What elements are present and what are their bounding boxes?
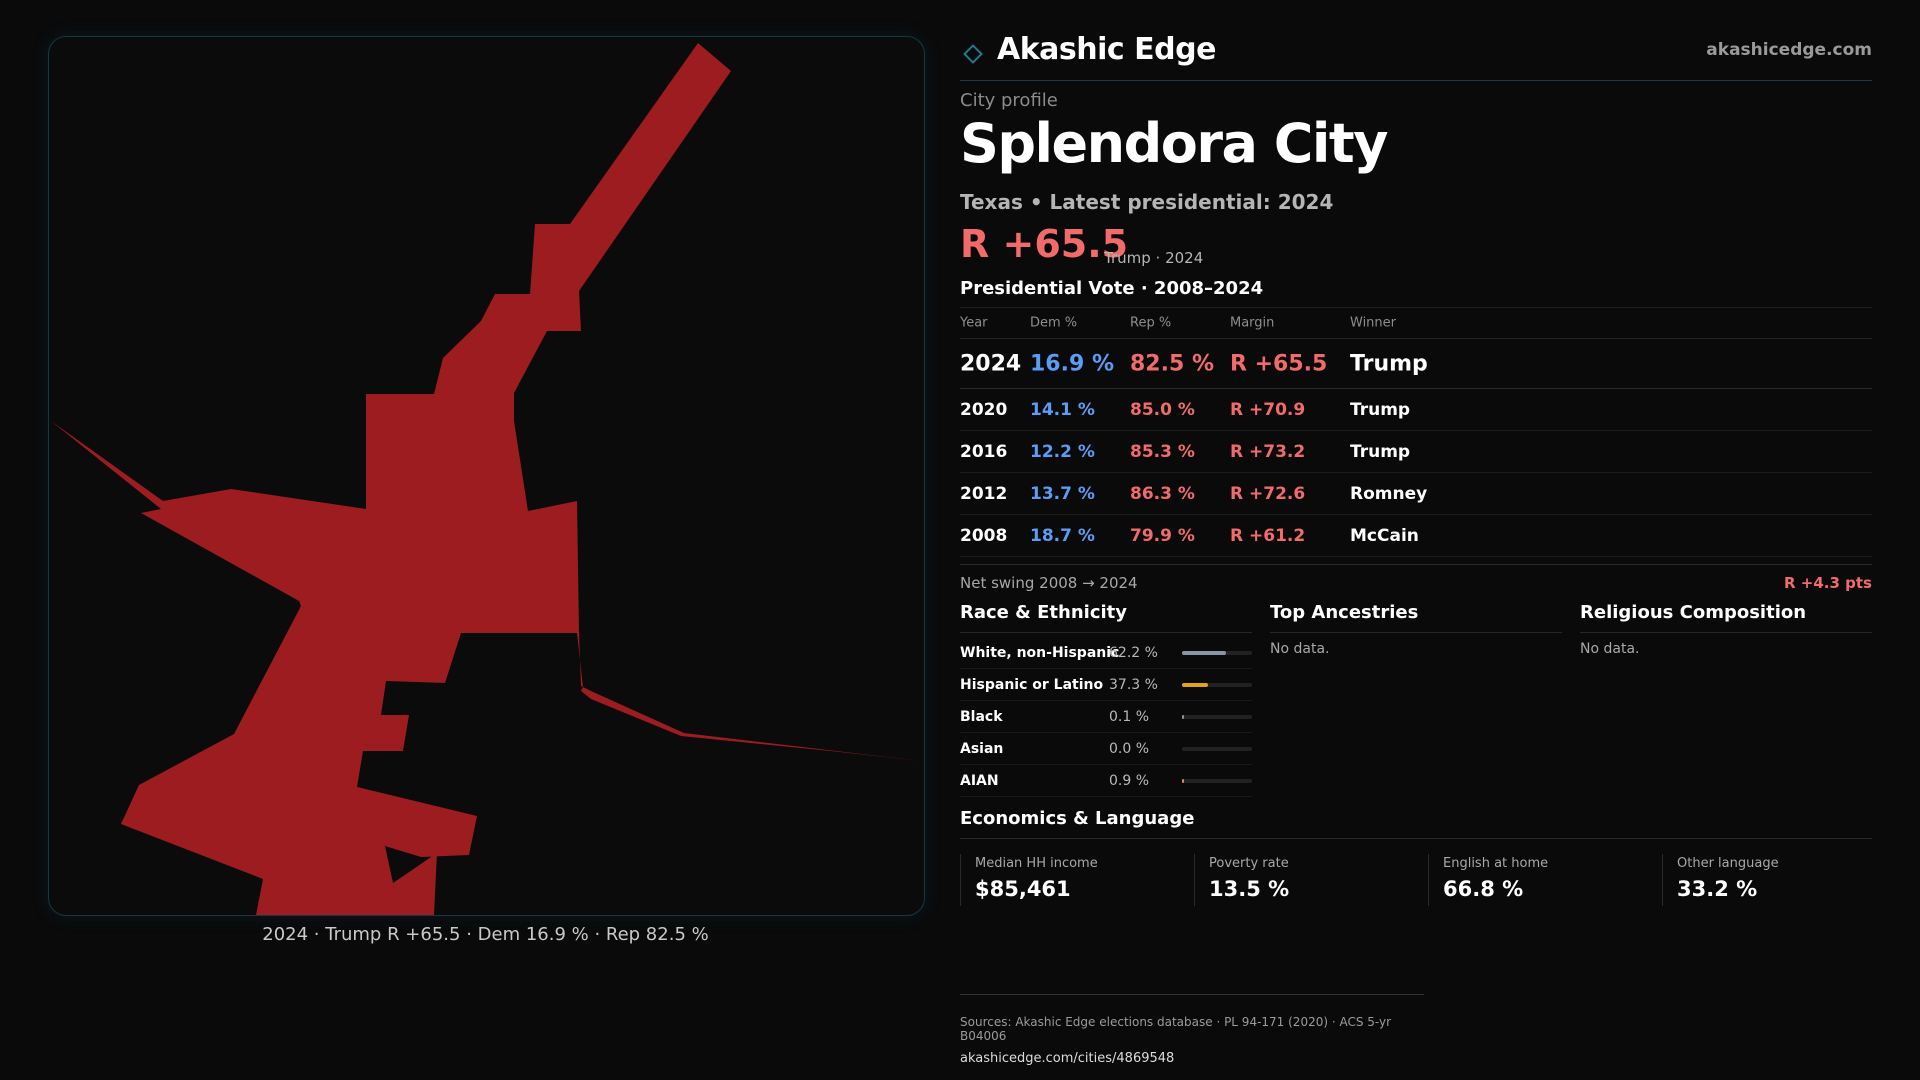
ancestries-section (1270, 602, 1562, 657)
row-margin: R +65.5 (1230, 351, 1328, 376)
row-dem: 14.1 % (1030, 399, 1095, 420)
stat-label: English at home (1443, 856, 1549, 871)
race-row (960, 637, 1252, 669)
latest-margin-note: Trump · 2024 (1104, 249, 1204, 267)
row-winner: Trump (1350, 351, 1428, 376)
race-value: 62.2 % (1109, 645, 1158, 661)
table-row (960, 389, 1872, 431)
row-rep: 79.9 % (1130, 525, 1195, 546)
city-url-link[interactable]: akashicedge.com/cities/4869548 (960, 1051, 1175, 1066)
profile-panel (960, 30, 1872, 1066)
brand-header (960, 30, 1872, 81)
brand-diamond-icon (962, 43, 984, 65)
votes-table-header (960, 307, 1872, 339)
row-winner: Romney (1350, 483, 1428, 504)
stat-value: 13.5 % (1209, 877, 1290, 901)
row-margin: R +70.9 (1230, 399, 1306, 420)
race-bar-track (1182, 683, 1252, 687)
race-row (960, 669, 1252, 701)
stat-value: 66.8 % (1443, 877, 1524, 901)
sources-text: Sources: Akashic Edge elections database · PL 94-171 (2020) · ACS 5-yr B04006 (960, 1015, 1392, 1043)
row-winner: McCain (1350, 525, 1419, 546)
stat-english-at-home (1428, 854, 1663, 906)
row-year: 2008 (960, 525, 1008, 546)
city-title: Splendora City (960, 112, 1387, 175)
table-row (960, 339, 1872, 389)
row-margin: R +72.6 (1230, 483, 1306, 504)
col-year: Year (960, 315, 988, 331)
row-dem: 18.7 % (1030, 525, 1095, 546)
row-rep: 82.5 % (1130, 351, 1214, 376)
row-year: 2024 (960, 351, 1022, 376)
table-row (960, 515, 1872, 557)
race-bar-track (1182, 651, 1252, 655)
race-bar-track (1182, 747, 1252, 751)
race-value: 0.1 % (1109, 709, 1150, 725)
race-bar-fill (1182, 779, 1184, 783)
net-swing-label: Net swing 2008 → 2024 (960, 574, 1138, 592)
row-margin: R +73.2 (1230, 441, 1306, 462)
race-row (960, 765, 1252, 797)
stat-value: 33.2 % (1677, 877, 1758, 901)
economics-title: Economics & Language (960, 808, 1872, 839)
city-boundary-shape (51, 43, 921, 915)
race-label: White, non-Hispanic (960, 645, 1120, 661)
stat-label: Other language (1677, 856, 1779, 871)
race-list (960, 637, 1252, 797)
row-winner: Trump (1350, 399, 1411, 420)
stat-median-income (960, 854, 1195, 906)
race-label: AIAN (960, 773, 999, 789)
row-rep: 85.3 % (1130, 441, 1195, 462)
net-swing-value: R +4.3 pts (1784, 574, 1872, 592)
city-map (48, 36, 925, 916)
ancestries-empty: No data. (1270, 641, 1330, 657)
col-dem: Dem % (1030, 315, 1078, 331)
row-rep: 85.0 % (1130, 399, 1195, 420)
city-boundary-map (49, 37, 924, 915)
row-margin: R +61.2 (1230, 525, 1306, 546)
race-row (960, 701, 1252, 733)
race-row (960, 733, 1252, 765)
economics-stats (960, 854, 1872, 934)
col-winner: Winner (1350, 315, 1397, 331)
brand-name: Akashic Edge (997, 32, 1216, 67)
race-bar-track (1182, 779, 1252, 783)
table-row (960, 473, 1872, 515)
row-winner: Trump (1350, 441, 1411, 462)
table-row (960, 431, 1872, 473)
race-bar-track (1182, 715, 1252, 719)
row-rep: 86.3 % (1130, 483, 1195, 504)
row-year: 2020 (960, 399, 1008, 420)
map-caption: 2024 · Trump R +65.5 · Dem 16.9 % · Rep 82.5 % (262, 924, 709, 945)
race-value: 0.9 % (1109, 773, 1150, 789)
race-section (960, 602, 1252, 797)
race-title: Race & Ethnicity (960, 602, 1252, 633)
city-subtitle: Texas • Latest presidential: 2024 (960, 190, 1334, 214)
race-bar-fill (1182, 715, 1184, 719)
religion-empty: No data. (1580, 641, 1640, 657)
sources-footer (960, 994, 1424, 1066)
votes-title: Presidential Vote · 2008–2024 (960, 278, 1264, 299)
race-label: Hispanic or Latino (960, 677, 1104, 693)
religion-section (1580, 602, 1872, 657)
col-margin: Margin (1230, 315, 1275, 331)
profile-kicker: City profile (960, 90, 1058, 111)
stat-label: Poverty rate (1209, 856, 1289, 871)
row-year: 2012 (960, 483, 1008, 504)
race-value: 37.3 % (1109, 677, 1158, 693)
race-bar-fill (1182, 651, 1226, 655)
stat-value: $85,461 (975, 877, 1071, 901)
religion-title: Religious Composition (1580, 602, 1872, 633)
race-label: Asian (960, 741, 1004, 757)
stat-poverty-rate (1194, 854, 1429, 906)
row-dem: 13.7 % (1030, 483, 1095, 504)
net-swing (960, 564, 1872, 595)
row-dem: 12.2 % (1030, 441, 1095, 462)
row-year: 2016 (960, 441, 1008, 462)
votes-table (960, 307, 1872, 557)
race-value: 0.0 % (1109, 741, 1150, 757)
latest-margin: R +65.5 (960, 222, 1129, 266)
row-dem: 16.9 % (1030, 351, 1114, 376)
brand-url-link[interactable]: akashicedge.com (1706, 40, 1872, 60)
stat-other-language (1662, 854, 1897, 906)
race-label: Black (960, 709, 1003, 725)
race-bar-fill (1182, 683, 1208, 687)
ancestries-title: Top Ancestries (1270, 602, 1562, 633)
col-rep: Rep % (1130, 315, 1172, 331)
stat-label: Median HH income (975, 856, 1098, 871)
